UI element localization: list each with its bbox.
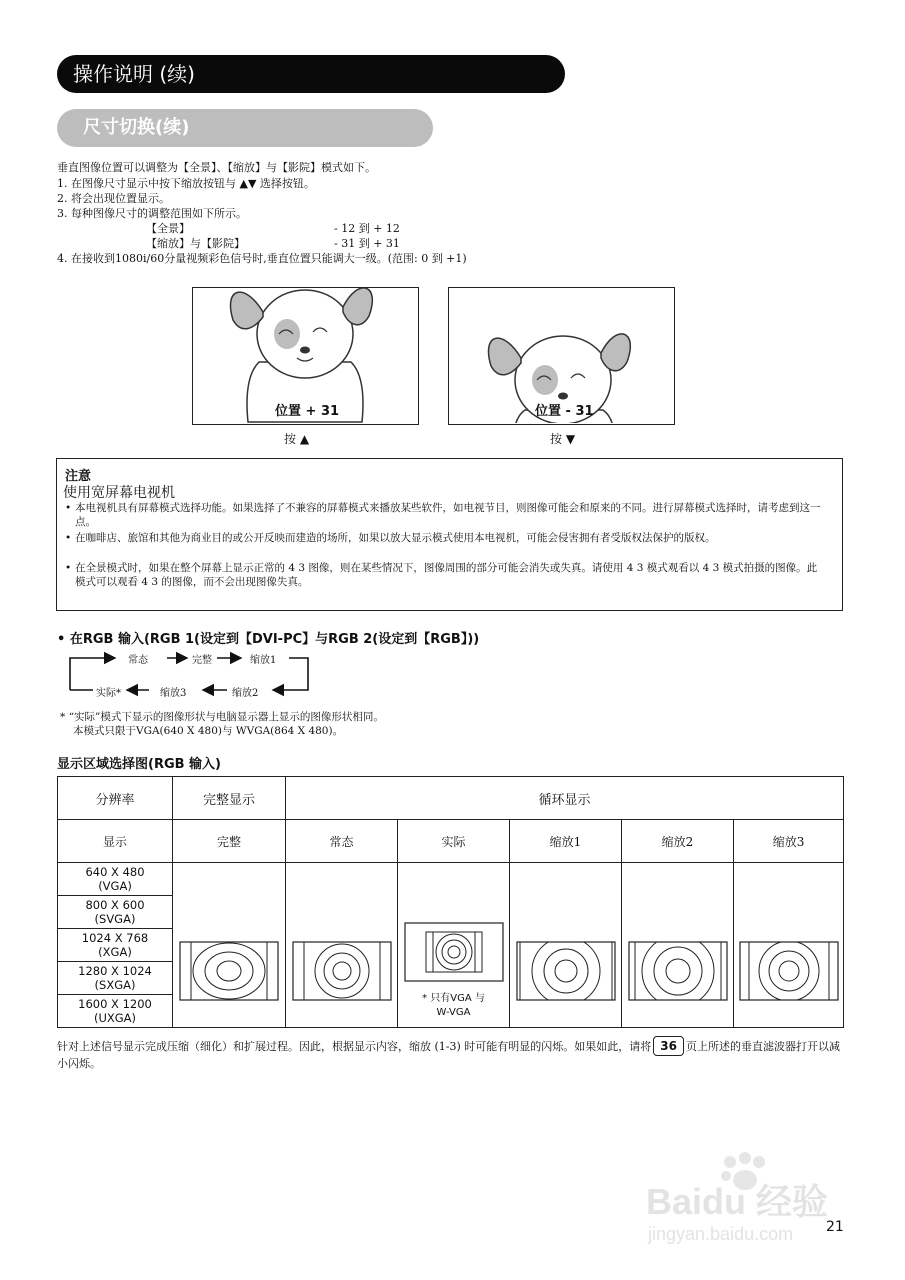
cycle-zoom2: 缩放2 <box>232 688 259 699</box>
resolution-name: (SVGA) <box>94 912 136 926</box>
intro-step-3: 3. 每种图像尺寸的调整范围如下所示。 <box>57 207 247 220</box>
flicker-note <box>57 1036 847 1072</box>
intro-step-4: 4. 在接收到1080i/60分量视频彩色信号时,垂直位置只能调大一级。(范围: 0 到 +1) <box>57 252 467 265</box>
resolution-name: (UXGA) <box>93 1011 137 1025</box>
vga-only-note-line1: * 只有VGA 与 <box>422 993 485 1004</box>
normal-thumbnail <box>292 941 392 1001</box>
header-resolution: 分辨率 <box>58 777 173 820</box>
page-header-title: 操作说明 (续) <box>73 62 195 86</box>
resolution-sxga <box>58 962 173 995</box>
range-mode-zoom-cinema: 【缩放】与【影院】 <box>146 237 245 250</box>
table-row <box>58 863 844 896</box>
zoom1-thumbnail <box>516 941 616 1001</box>
table-header-row <box>58 777 844 820</box>
real-thumbnail <box>404 922 504 982</box>
page-header-bar <box>57 55 565 93</box>
flicker-note-text-before: 针对上述信号显示完成压缩（细化）和扩展过程。因此，根据显示内容，缩放 (1-3) 时可能有明显的闪烁。如果如此，请将 <box>57 1040 652 1053</box>
notice-bullet-2 <box>65 531 825 545</box>
full-display-picture <box>173 863 286 1028</box>
resolution-size: 800 X 600 <box>85 898 145 912</box>
notice-title: 注意 <box>65 469 92 484</box>
page-reference-badge[interactable]: 36 <box>653 1036 684 1056</box>
page-number: 21 <box>826 1219 844 1235</box>
notice-subtitle: 使用宽屏幕电视机 <box>63 485 175 501</box>
subheader-zoom2: 缩放2 <box>622 820 734 863</box>
position-plus-illustration <box>192 287 419 425</box>
range-mode-panorama: 【全景】 <box>146 222 190 235</box>
press-up-label: 按 ▲ <box>284 432 310 446</box>
cycle-zoom3: 缩放3 <box>160 688 187 699</box>
header-full-display: 完整显示 <box>173 777 286 820</box>
zoom3-thumbnail <box>739 941 839 1001</box>
intro-line-0: 垂直图像位置可以调整为【全景】、【缩放】与【影院】模式如下。 <box>57 161 376 174</box>
rgb-input-heading: • 在RGB 输入(RGB 1(设定到【DVI-PC】与RGB 2(设定到【RGB】)) <box>57 632 480 647</box>
resolution-name: (SXGA) <box>94 978 136 992</box>
subheader-zoom1: 缩放1 <box>510 820 622 863</box>
section-title-pill <box>57 109 433 147</box>
notice-box <box>56 458 843 611</box>
section-title: 尺寸切换(续) <box>83 117 190 138</box>
position-plus-label: 位置 + 31 <box>275 404 340 419</box>
subheader-zoom3: 缩放3 <box>734 820 844 863</box>
resolution-name: (VGA) <box>98 879 132 893</box>
intro-step-2: 2. 将会出现位置显示。 <box>57 192 170 205</box>
cycle-real: 实际* <box>96 688 121 699</box>
real-mode-footnote: * “实际”模式下显示的图像形状与电脑显示器上显示的图像形状相同。 <box>60 711 384 723</box>
display-area-table <box>57 776 844 1028</box>
normal-display-picture <box>286 863 398 1028</box>
zoom3-display-picture <box>734 863 844 1028</box>
resolution-vga <box>58 863 173 896</box>
notice-bullet-3-text: 在全景模式时，如果在整个屏幕上显示正常的 4 3 图像，则在某些情况下，图像周围的部分可能会消失或失真。请使用 4 3 模式观看以 4 3 模式拍摄的图像。此模式可以观看 4 3 的图像，而不会出现图像失真。 <box>75 562 818 588</box>
cycle-full: 完整 <box>192 655 212 666</box>
subheader-full: 完整 <box>173 820 286 863</box>
table-heading: 显示区域选择图(RGB 输入) <box>57 757 221 772</box>
press-down-label: 按 ▼ <box>550 432 576 446</box>
header-cycle-display: 循环显示 <box>286 777 844 820</box>
watermark-url: jingyan.baidu.com <box>648 1224 794 1244</box>
watermark-brand: Baidu 经验 <box>646 1181 829 1222</box>
notice-bullet-1 <box>65 501 825 529</box>
notice-bullet-1-text: 本电视机具有屏幕模式选择功能。如果选择了不兼容的屏幕模式来播放某些软件，如电视节目，则图像可能会和原来的不同。进行屏幕模式选择时，请考虑到这一点。 <box>75 502 821 528</box>
notice-bullet-3 <box>65 561 825 589</box>
zoom2-thumbnail <box>628 941 728 1001</box>
flicker-note-text-after: 页上所述的垂直滤波器打开以减小闪烁。 <box>57 1040 840 1070</box>
bullet-dot: • <box>65 502 72 514</box>
resolution-size: 640 X 480 <box>85 865 145 879</box>
position-minus-illustration <box>448 287 675 425</box>
subheader-display: 显示 <box>58 820 173 863</box>
subheader-normal: 常态 <box>286 820 398 863</box>
zoom2-display-picture <box>622 863 734 1028</box>
resolution-size: 1024 X 768 <box>81 931 149 945</box>
notice-bullet-2-text: 在咖啡店、旅馆和其他为商业目的或公开反映而建造的场所，如果以放大显示模式使用本电视机，可能会侵害拥有者受版权法保护的版权。 <box>75 532 716 544</box>
real-display-picture <box>398 863 510 1028</box>
cycle-zoom1: 缩放1 <box>250 655 277 666</box>
subheader-real: 实际 <box>398 820 510 863</box>
vga-only-note <box>398 992 509 1020</box>
bullet-dot: • <box>65 532 72 544</box>
bullet-dot: • <box>65 562 72 574</box>
zoom1-display-picture <box>510 863 622 1028</box>
resolution-svga <box>58 896 173 929</box>
table-subheader-row <box>58 820 844 863</box>
resolution-size: 1280 X 1024 <box>78 964 152 978</box>
intro-step-1: 1. 在图像尺寸显示中按下缩放按钮与 ▲▼ 选择按钮。 <box>57 177 315 190</box>
resolution-xga <box>58 929 173 962</box>
position-minus-label: 位置 - 31 <box>535 404 594 419</box>
baidu-watermark <box>642 1150 852 1250</box>
resolution-name: (XGA) <box>98 945 132 959</box>
resolution-uxga <box>58 995 173 1028</box>
full-thumbnail <box>179 941 279 1001</box>
resolution-size: 1600 X 1200 <box>78 997 152 1011</box>
vga-only-note-line2: W-VGA <box>436 1007 471 1018</box>
cycle-normal: 常态 <box>128 655 148 666</box>
range-value-panorama: - 12 到 + 12 <box>334 222 400 235</box>
vga-limit-footnote: 本模式只限于VGA(640 X 480)与 WVGA(864 X 480)。 <box>73 725 344 737</box>
range-value-zoom-cinema: - 31 到 + 31 <box>334 237 400 250</box>
